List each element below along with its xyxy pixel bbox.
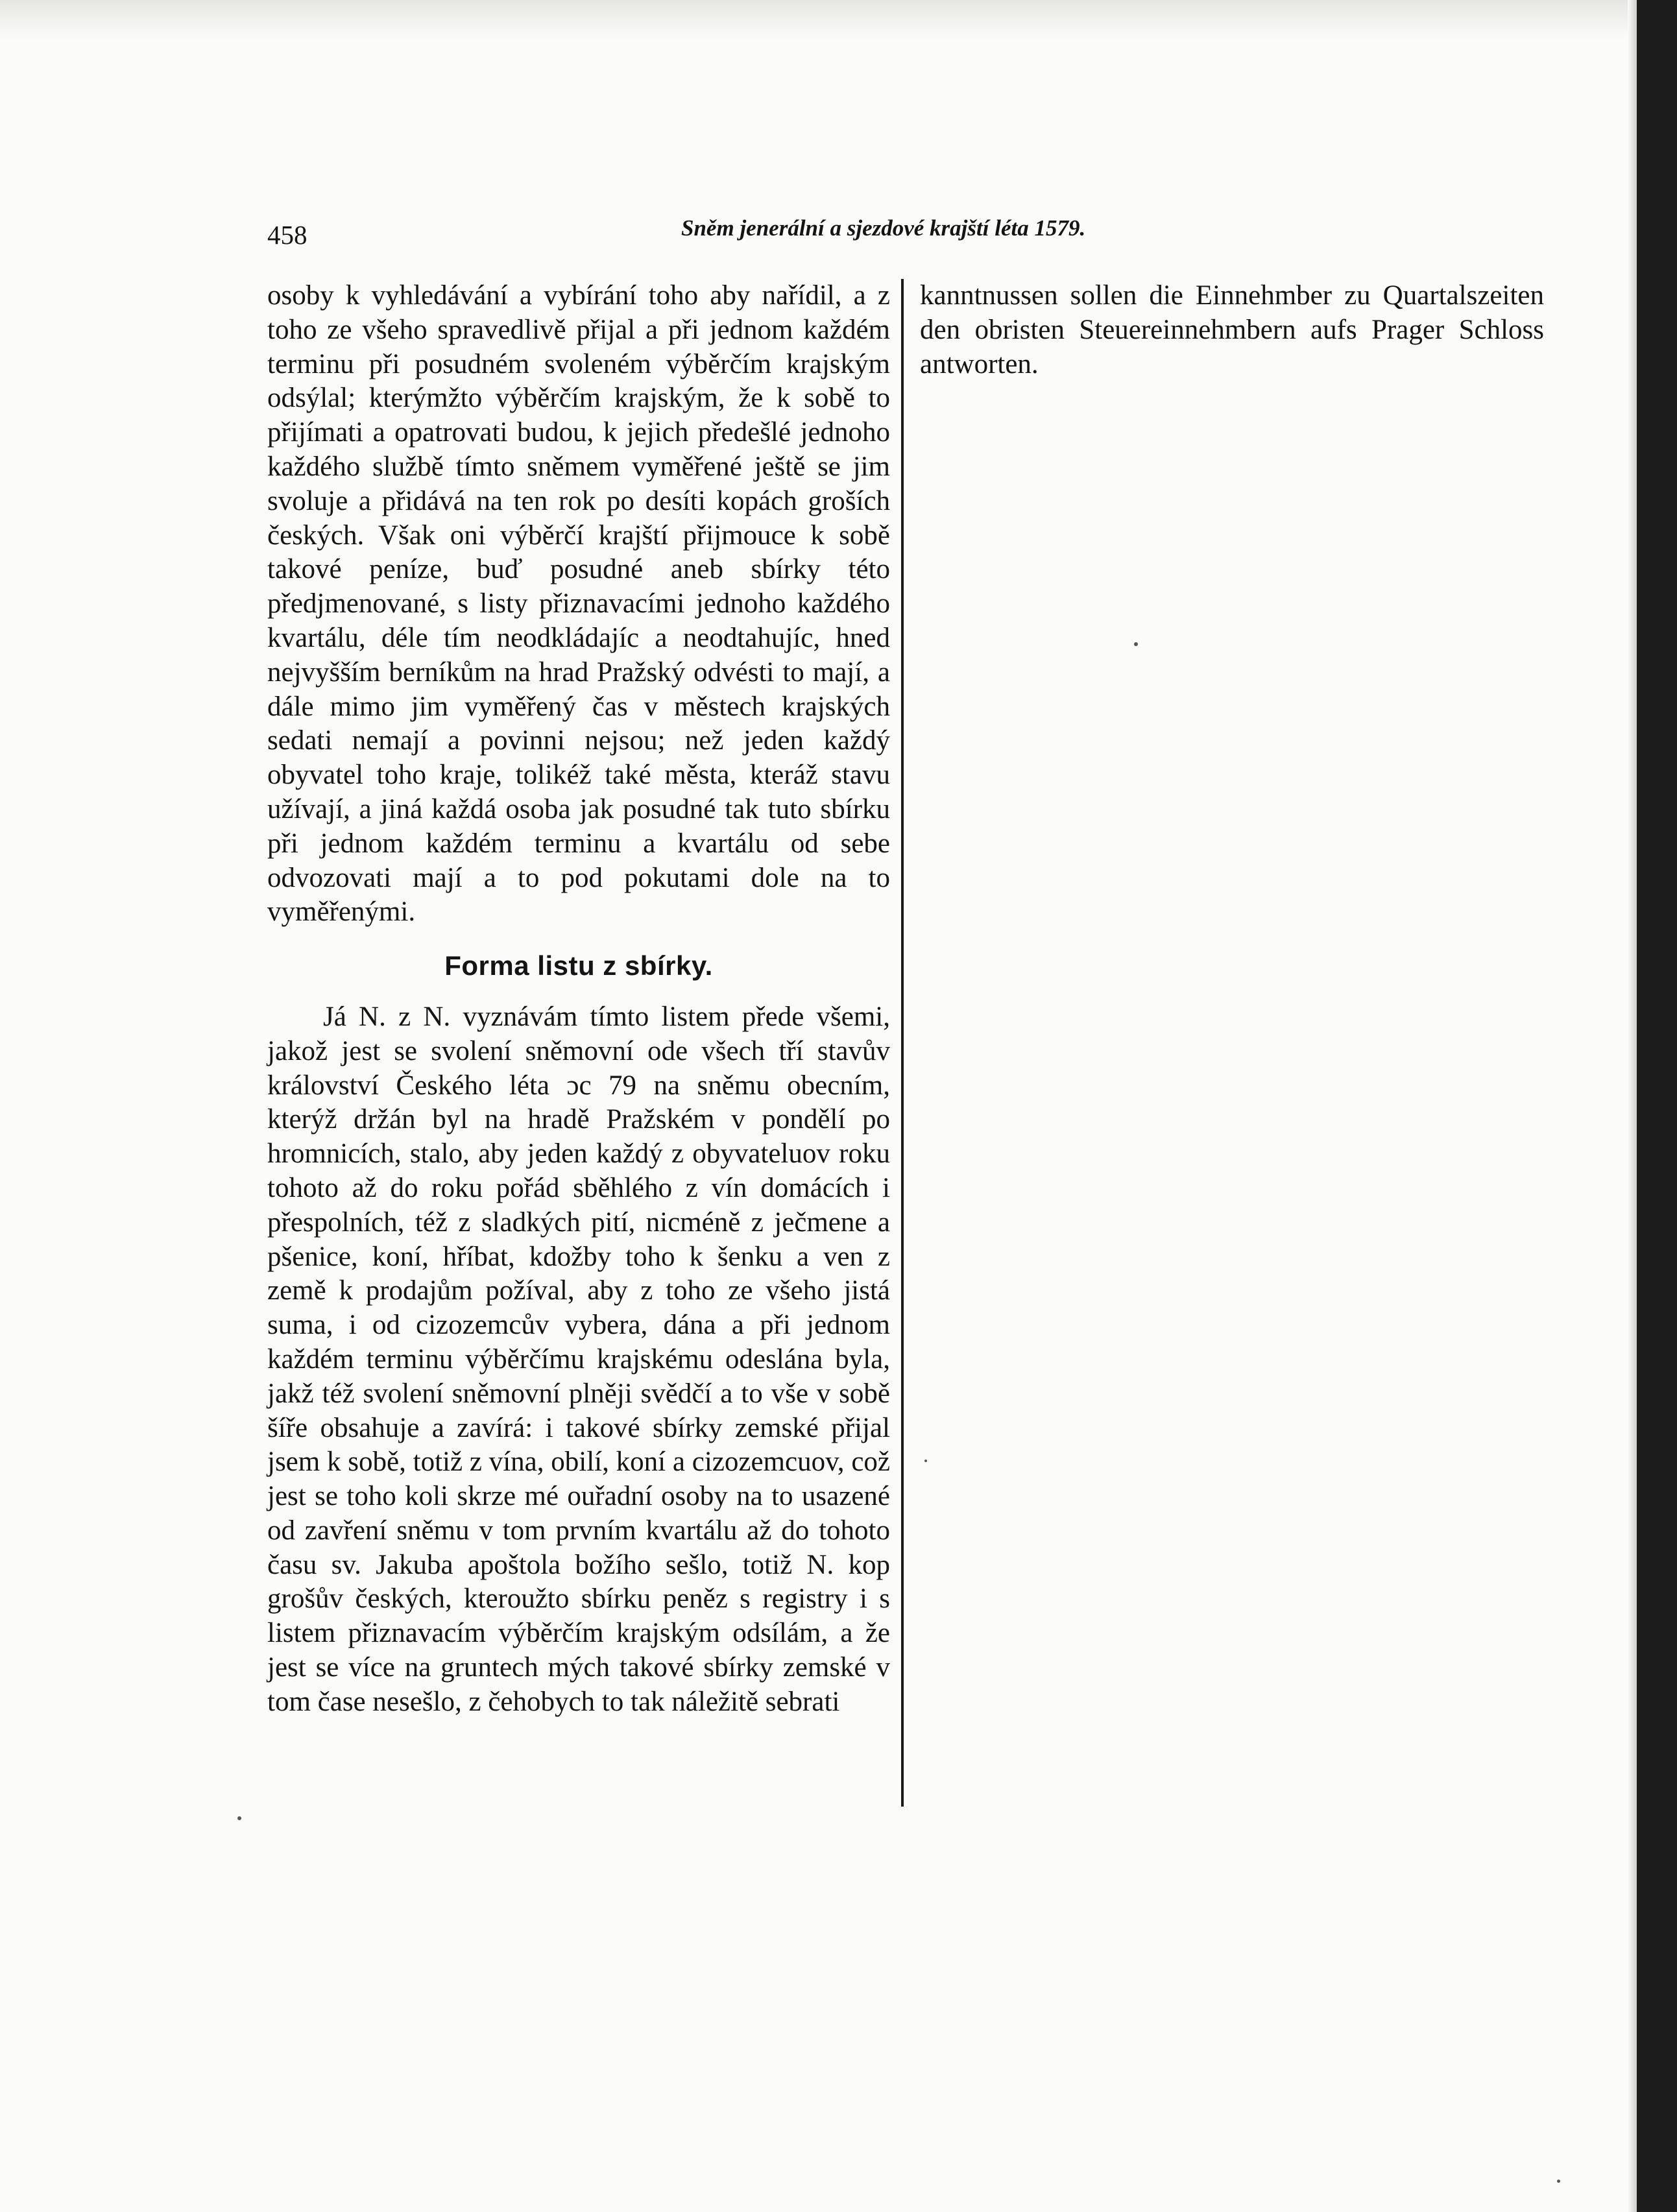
left-column [267, 279, 890, 1720]
right-paragraph-1: kanntnussen sollen die Einnehmber zu Quartalszeiten den obristen Steuereinnehmbern aufs Prager Schloss antworten. [920, 280, 1544, 379]
page-number: 458 [267, 220, 308, 250]
scan-speck [1134, 642, 1138, 646]
column-divider [901, 279, 904, 1807]
left-paragraph-2: Já N. z N. vyznávám tímto listem přede všemi, jakož jest se svolení sněmovní ode všech tří stavův království Českého léta ɔc 79 na sněmu obecním, kterýž držán byl na hradě Pražském v pondělí po hromnicích, stalo, aby jeden každý z obyvateluov roku tohoto až do roku pořád sběhlého z vín domácích i přespolních, též z sladkých pití, nicméně z ječmene a pšenice, koní, hříbat, kdožby toho k šenku a ven z země k prodajům požíval, aby z toho ze všeho jistá suma, i od cizozemcův vybera, dána a při jednom každém terminu výběrčímu krajskému odeslána byla, jakž též svolení sněmovní plněji svědčí a to vše v sobě šíře obsahuje a zavírá: i takové sbírky zemské přijal jsem k sobě, totiž z vína, obilí, koní a cizozemcuov, což jest se toho koli skrze mé ouřadní osoby na to usazené od zavření sněmu v tom prvním kvartálu až do tohoto času sv. Jakuba apoštola božího sešlo, totiž N. kop grošův českých, kteroužto sbírku peněz s registry i s listem přiznavacím výběrčím krajským odsílám, a že jest se více na gruntech mých takové sbírky zemské v tom čase nesešlo, z čehobych to tak náležitě sebrati [267, 1001, 890, 1717]
scan-top-edge [0, 0, 1677, 39]
scan-speck [1557, 2180, 1560, 2183]
scan-speck [924, 1460, 927, 1462]
scan-right-edge [1637, 0, 1677, 2212]
scan-binding-shadow [1628, 0, 1637, 2212]
left-paragraph-1: osoby k vyhledávání a vybírání toho aby nařídil, a z toho ze všeho spravedlivě přijal a při jednom každém terminu při posudném svoleném výběrčím krajským odsýlal; kterýmžto výběrčím krajským, že k sobě to přijímati a opatrovati budou, k jejich předešlé jednoho každého službě tímto sněmem vyměřené ještě se jim svoluje a přidává na ten rok po desíti kopách groších českých. Však oni výběrčí krajští přijmouce k sobě takové peníze, buď posudné aneb sbírky této předjmenované, s listy přiznavacími jednoho každého kvartálu, déle tím neodkládajíc a neodtahujíc, hned nejvyšším berníkům na hrad Pražský odvésti to mají, a dále mimo jim vyměřený čas v městech krajských sedati nemají a povinni nejsou; než jeden každý obyvatel toho kraje, tolikéž také města, kteráž stavu užívají, a jiná každá osoba jak posudné tak tuto sbírku při jednom každém terminu a kvartálu od sebe odvozovati mají a to pod pokutami dole na to vyměřenými. [267, 280, 890, 928]
scan-speck [237, 1816, 241, 1820]
section-heading: Forma listu z sbírky. [444, 950, 713, 981]
running-title: Sněm jenerální a sjezdové krajští léta 1579. [681, 215, 1086, 241]
right-column [920, 279, 1544, 381]
